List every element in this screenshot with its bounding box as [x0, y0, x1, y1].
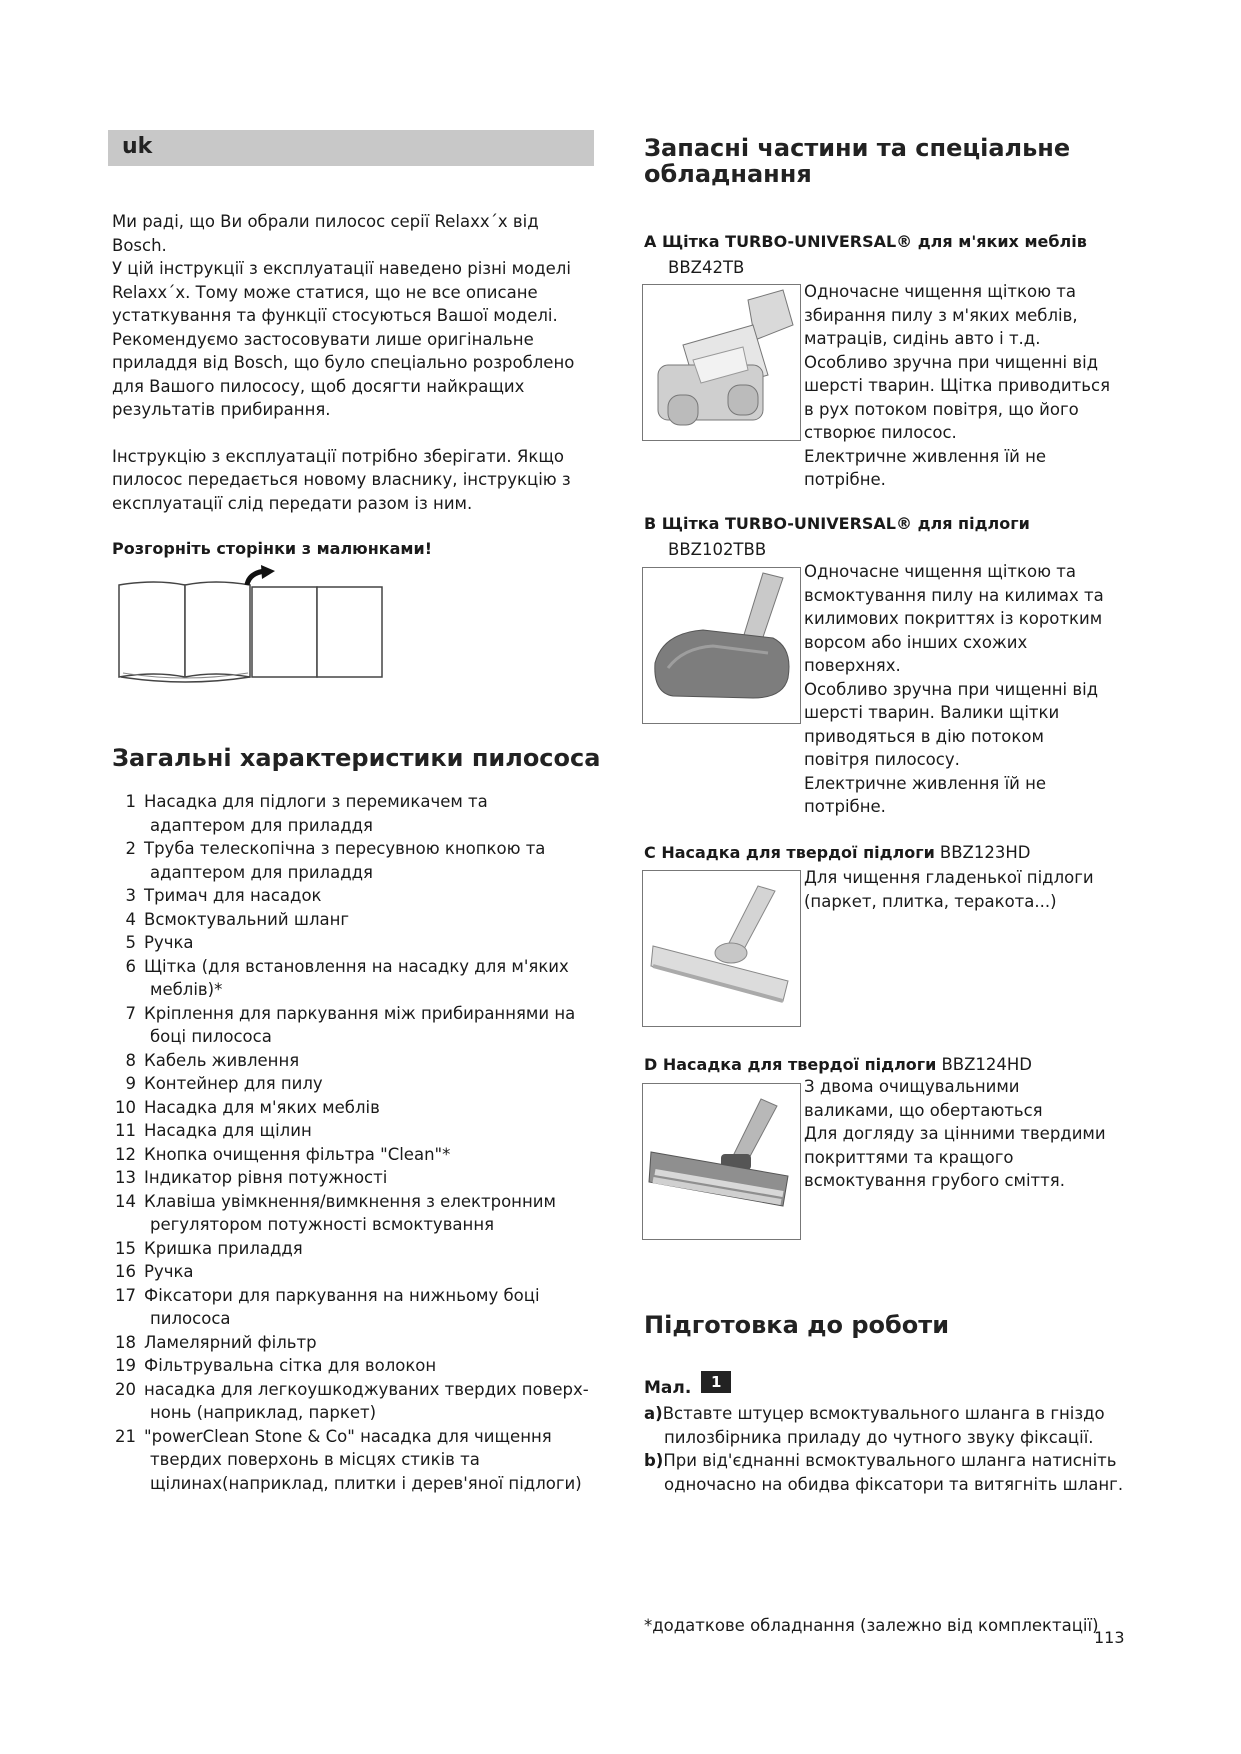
accessory-a-line: потрібне.: [804, 470, 886, 489]
feature-item: [108, 837, 608, 884]
accessory-d-title: D Насадка для твердої підлоги: [644, 1055, 937, 1074]
step-marker: b): [644, 1451, 664, 1470]
features-list: [108, 790, 608, 1495]
unfold-pages-illustration: [115, 565, 395, 685]
feature-text-cont: нонь (наприклад, паркет): [150, 1403, 377, 1422]
accessory-d-description: [804, 1075, 1114, 1193]
unfold-note: Розгорніть сторінки з малюнками!: [112, 539, 433, 558]
accessory-b-line: Електричне живлення їй не: [804, 773, 1047, 793]
accessory-c-heading: [644, 843, 1030, 862]
step-text: Вставте штуцер всмоктувального шланга в гніздо: [662, 1404, 1105, 1423]
feature-number: 3: [125, 886, 136, 905]
accessory-c-code: BBZ123HD: [939, 843, 1031, 862]
language-tab: [108, 130, 594, 166]
page-number: 113: [1094, 1628, 1125, 1647]
feature-item: [108, 1472, 608, 1496]
feature-item: [108, 1354, 608, 1378]
feature-number: 10: [115, 1097, 136, 1117]
accessory-b-title: B Щітка TURBO-UNIVERSAL® для підлоги: [644, 514, 1030, 533]
feature-text: Кріплення для паркування між прибираннями на: [144, 1003, 576, 1023]
feature-item: [108, 1143, 608, 1167]
accessories-heading-line2: обладнання: [644, 160, 812, 188]
accessory-b-line: потрібне.: [804, 797, 886, 816]
accessory-b-line: поверхнях.: [804, 656, 901, 675]
feature-number: 4: [125, 909, 136, 929]
feature-text-cont: боці пилососа: [150, 1027, 272, 1046]
feature-text: "powerClean Stone & Co" насадка для чищення: [144, 1426, 552, 1446]
feature-number: 6: [125, 956, 136, 976]
feature-text: Насадка для м'яких меблів: [144, 1097, 380, 1117]
accessory-c-image: [642, 870, 801, 1027]
accessory-a-code: BBZ42TB: [668, 258, 745, 277]
accessory-c-title: C Насадка для твердої підлоги: [644, 843, 935, 862]
accessory-b-code: BBZ102TBB: [668, 540, 767, 559]
accessory-c-line: Для чищення гладенької підлоги: [804, 868, 1094, 887]
feature-text: Тримач для насадок: [144, 886, 322, 905]
feature-text-cont: меблів)*: [150, 980, 223, 999]
accessory-a-image: [642, 284, 801, 441]
figure-label: Мал.: [644, 1378, 692, 1398]
step-a-cont: пилозбірника приладу до чутного звуку фіксації.: [664, 1427, 1094, 1447]
feature-item: [108, 884, 608, 908]
feature-text: Кнопка очищення фільтра "Clean"*: [144, 1144, 451, 1164]
feature-text-cont: твердих поверхонь в місцях стиків та: [150, 1450, 480, 1469]
feature-item: [108, 1072, 608, 1096]
feature-item: [108, 1049, 608, 1073]
feature-text-cont: пилососа: [150, 1309, 231, 1328]
feature-item: [108, 1260, 608, 1284]
accessory-a-line: Одночасне чищення щіткою та: [804, 282, 1076, 301]
accessories-heading: [644, 135, 1070, 187]
accessory-d-line: покриттями та кращого: [804, 1147, 1014, 1167]
feature-text: Ламелярний фільтр: [144, 1332, 317, 1352]
language-code: uk: [122, 134, 153, 159]
feature-text: Фіксатори для паркування на нижньому боці: [144, 1285, 540, 1305]
accessory-c-line: (паркет, плитка, теракота...): [804, 891, 1057, 911]
accessory-b-description: [804, 560, 1114, 819]
accessory-a-title: A Щітка TURBO-UNIVERSAL® для м'яких меблів: [644, 232, 1087, 251]
intro-text: [112, 210, 597, 515]
preparation-steps: [644, 1402, 1134, 1496]
feature-text-cont: щілинах(наприклад, плитки і дерев'яної підлоги): [150, 1473, 582, 1493]
feature-text-cont: адаптером для приладдя: [150, 815, 373, 835]
feature-number: 19: [115, 1356, 136, 1375]
feature-item: [108, 790, 608, 837]
feature-number: 17: [115, 1285, 136, 1305]
accessory-b-image: [642, 567, 801, 724]
feature-item: [108, 931, 608, 955]
accessories-heading-line1: Запасні частини та спеціальне: [644, 134, 1071, 162]
feature-text: Всмоктувальний шланг: [144, 909, 350, 929]
accessory-b-line: приводяться в дію потоком: [804, 726, 1044, 746]
feature-number: 5: [125, 933, 136, 952]
features-heading: Загальні характеристики пилососа: [112, 744, 601, 772]
accessory-a-line: Електричне живлення їй не: [804, 446, 1047, 466]
preparation-heading: Підготовка до роботи: [644, 1311, 950, 1339]
intro-paragraph-3: Інструкцію з експлуатації потрібно зберігати. Якщо пилосос передається новому власнику, інструкцію з експлуатації слід передати разом із ним.: [112, 446, 571, 513]
accessory-b-line: всмоктування пилу на килимах та: [804, 585, 1104, 605]
accessory-b-line: ворсом або інших схожих: [804, 632, 1028, 652]
accessory-a-description: [804, 280, 1114, 492]
feature-text: Фільтрувальна сітка для волокон: [144, 1356, 437, 1375]
step-b: [644, 1449, 1134, 1473]
feature-item: [108, 1096, 608, 1120]
accessory-d-line: всмоктування грубого сміття.: [804, 1171, 1065, 1190]
accessory-b-line: килимових покриттях із коротким: [804, 609, 1103, 628]
step-marker: a): [644, 1404, 663, 1423]
feature-text: Труба телескопічна з пересувною кнопкою та: [144, 839, 546, 858]
feature-number: 14: [115, 1191, 136, 1211]
feature-text: Ручка: [144, 933, 194, 952]
footnote: *додаткове обладнання (залежно від комплектації): [644, 1616, 1099, 1635]
feature-number: 12: [115, 1144, 136, 1164]
accessory-a-line: збирання пилу з м'яких меблів,: [804, 305, 1078, 325]
feature-text: Ручка: [144, 1262, 194, 1281]
feature-item: [108, 908, 608, 932]
feature-number: 20: [115, 1379, 136, 1399]
feature-number: 9: [125, 1074, 136, 1093]
feature-text: Кабель живлення: [144, 1050, 300, 1070]
feature-number: 2: [125, 839, 136, 858]
feature-number: 1: [125, 792, 136, 811]
turbo-brush-floor-icon: [643, 568, 800, 723]
feature-item: [108, 1331, 608, 1355]
accessory-a-line: шерсті тварин. Щітка приводиться: [804, 376, 1110, 395]
feature-item: [108, 1002, 608, 1049]
accessory-a-line: створює пилосос.: [804, 423, 957, 442]
accessory-b-line: повітря пилососу.: [804, 750, 960, 769]
feature-text: Щітка (для встановлення на насадку для м'яких: [144, 956, 569, 976]
feature-text: насадка для легкоушкоджуваних твердих поверх-: [144, 1379, 589, 1399]
feature-text: Контейнер для пилу: [144, 1074, 323, 1093]
feature-number: 18: [115, 1332, 136, 1352]
turbo-brush-upholstery-icon: [643, 285, 800, 440]
feature-item: [108, 1119, 608, 1143]
feature-text: Насадка для щілин: [144, 1121, 312, 1140]
feature-number: 13: [115, 1168, 136, 1187]
feature-item: [108, 1237, 608, 1261]
accessory-c-description: [804, 866, 1114, 913]
accessory-d-code: BBZ124HD: [941, 1055, 1033, 1074]
feature-item: [108, 1166, 608, 1190]
feature-item: [108, 1425, 608, 1472]
accessory-b-line: Особливо зручна при чищенні від: [804, 679, 1099, 699]
hard-floor-roller-nozzle-icon: [643, 1084, 800, 1239]
feature-number: 16: [115, 1262, 136, 1281]
feature-number: 8: [125, 1050, 136, 1070]
intro-paragraph-1: Ми раді, що Ви обрали пилосос серії Relaxx´x від Bosch.: [112, 212, 539, 255]
feature-text: Кришка приладдя: [144, 1238, 303, 1258]
feature-item: [108, 955, 608, 1002]
feature-text: Індикатор рівня потужності: [144, 1168, 388, 1187]
accessory-a-line: в рух потоком повітря, що його: [804, 399, 1079, 419]
figure-number-badge: 1: [701, 1371, 731, 1393]
intro-paragraph-2: У цій інструкції з експлуатації наведено різні моделі Relaxx´x. Тому може статися, що не все описане устаткування та функції стосуються Вашої моделі. Рекомендуємо застосовувати лише оригінальне приладдя від Bosch, що було спеціально розроблено для Вашого пилососу, щоб досягти найкращих результатів прибирання.: [112, 259, 575, 419]
feature-item: [108, 1284, 608, 1331]
accessory-b-line: шерсті тварин. Валики щітки: [804, 703, 1060, 722]
accessory-d-line: Для догляду за цінними твердими: [804, 1124, 1106, 1143]
feature-number: 11: [115, 1121, 136, 1140]
accessory-d-heading: [644, 1055, 1032, 1074]
hard-floor-nozzle-icon: [643, 871, 800, 1026]
feature-text-cont: адаптером для приладдя: [150, 862, 373, 882]
accessory-b-line: Одночасне чищення щіткою та: [804, 562, 1076, 581]
figure-reference: [644, 1373, 731, 1399]
step-b-cont: одночасно на обидва фіксатори та витягніть шланг.: [664, 1474, 1124, 1494]
step-a: [644, 1402, 1134, 1426]
accessory-d-line: валиками, що обертаються: [804, 1100, 1043, 1120]
feature-text-cont: регулятором потужності всмоктування: [150, 1215, 495, 1234]
feature-text: Насадка для підлоги з перемикачем та: [144, 792, 488, 811]
feature-number: 7: [125, 1003, 136, 1023]
feature-item: [108, 1190, 608, 1237]
accessory-a-line: Особливо зручна при чищенні від: [804, 352, 1099, 372]
accessory-a-line: матраців, сидінь авто і т.д.: [804, 329, 1041, 348]
feature-item: [108, 1378, 608, 1425]
step-text: При від'єднанні всмоктувального шланга натисніть: [663, 1451, 1117, 1470]
accessory-d-line: З двома очищувальними: [804, 1077, 1020, 1096]
feature-text: Клавіша увімкнення/вимкнення з електронним: [144, 1191, 556, 1211]
feature-number: 15: [115, 1238, 136, 1258]
feature-number: 21: [115, 1426, 136, 1446]
accessory-d-image: [642, 1083, 801, 1240]
